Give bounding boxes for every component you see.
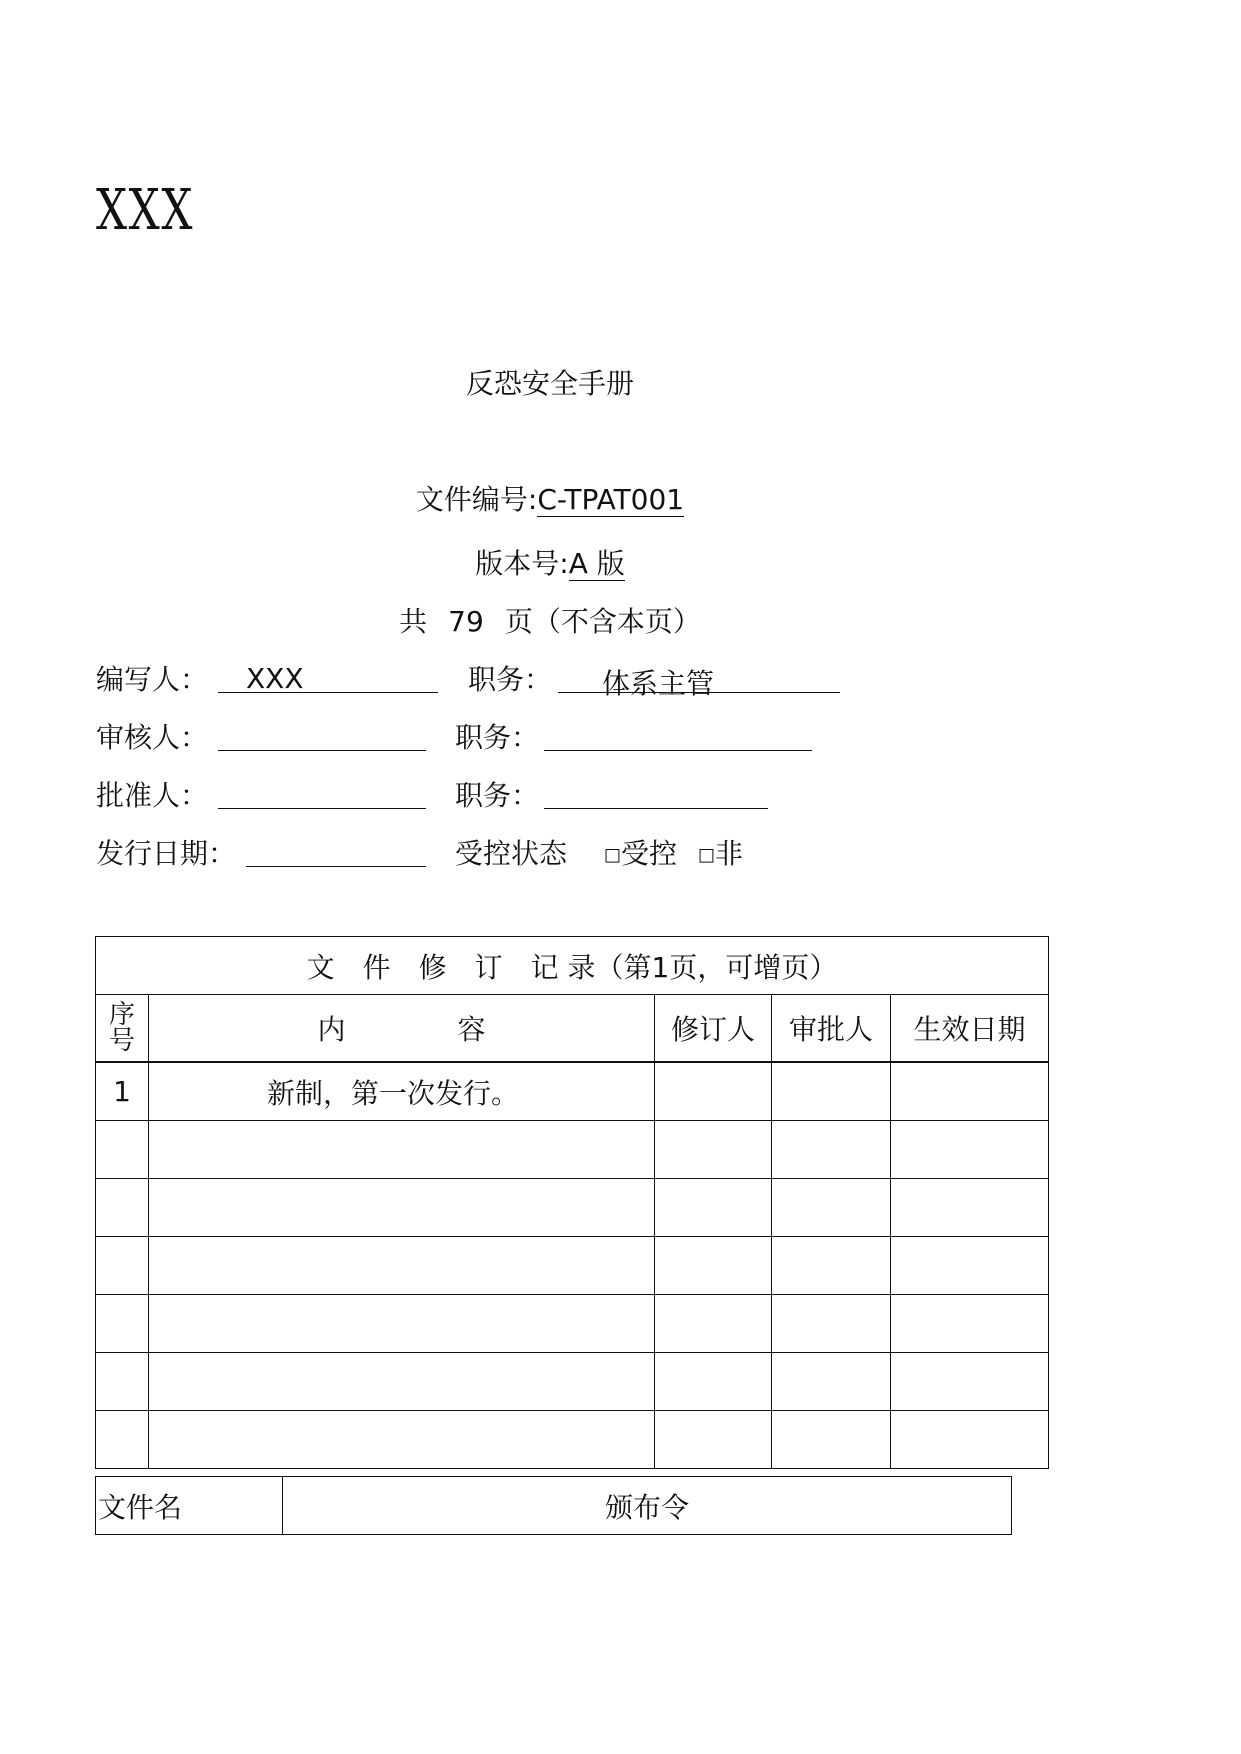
decree-title: 颁布令 — [283, 1477, 1012, 1535]
page-count-prefix: 共 — [399, 605, 428, 638]
date-cell — [891, 1179, 1049, 1237]
date-cell — [891, 1062, 1049, 1121]
approver-cell — [772, 1295, 891, 1353]
page-count-number: 79 — [448, 605, 484, 638]
reviser-cell — [655, 1062, 772, 1121]
reviewer-value — [218, 720, 246, 753]
company-name: XXX — [96, 178, 194, 243]
version-value: A 版 — [568, 547, 625, 580]
controlled-label: 受控 — [621, 837, 678, 870]
reviewer-field — [218, 720, 426, 751]
date-cell — [891, 1237, 1049, 1295]
date-cell — [891, 1121, 1049, 1179]
reviser-cell — [655, 1295, 772, 1353]
seq-cell — [96, 1411, 149, 1469]
seq-cell — [96, 1353, 149, 1411]
uncontrolled-checkbox[interactable]: □ — [698, 844, 716, 866]
reviser-header: 修订人 — [655, 995, 772, 1063]
control-status-label: 受控状态 — [455, 837, 568, 870]
approver-cell — [772, 1121, 891, 1179]
content-cell — [149, 1237, 655, 1295]
content-cell: 新制，第一次发行。 — [149, 1062, 655, 1121]
approver-header: 审批人 — [772, 995, 891, 1063]
content-cell — [149, 1411, 655, 1469]
controlled-checkbox[interactable]: □ — [604, 844, 622, 866]
issue-date-label: 发行日期： — [96, 837, 237, 870]
reviewer-role-field — [544, 720, 812, 751]
reviewer-role-label: 职务： — [455, 721, 540, 754]
doc-number-value: C-TPAT001 — [537, 483, 685, 516]
table-row — [96, 1411, 1049, 1469]
seq-cell — [96, 1121, 149, 1179]
writer-role-label: 职务： — [468, 663, 553, 696]
issue-date-value — [246, 836, 274, 869]
approver-value — [218, 778, 246, 811]
content-header: 内 容 — [149, 995, 655, 1063]
doc-number-line — [0, 478, 1100, 518]
file-name-label: 文件名 — [96, 1477, 283, 1535]
issue-date-field — [246, 836, 426, 867]
writer-role-field — [558, 662, 840, 700]
approver-role-label: 职务： — [455, 779, 540, 812]
approver-role-value — [544, 778, 572, 811]
approver-field — [218, 778, 426, 809]
table-row — [96, 1237, 1049, 1295]
approver-cell — [772, 1179, 891, 1237]
approver-cell — [772, 1062, 891, 1121]
seq-cell — [96, 1295, 149, 1353]
table-row — [96, 1295, 1049, 1353]
seq-header-bottom: 号 — [108, 1026, 135, 1056]
approver-cell — [772, 1411, 891, 1469]
approver-role-field — [544, 778, 768, 809]
revision-table-caption: 文 件 修 订 记 录（第1页，可增页） — [96, 937, 1049, 995]
writer-value: XXX — [246, 662, 304, 695]
content-cell — [149, 1353, 655, 1411]
footer-table — [95, 1476, 1012, 1535]
version-line — [0, 542, 1100, 582]
seq-header-top: 序 — [108, 1000, 135, 1030]
manual-title: 反恐安全手册 — [465, 367, 634, 400]
reviser-cell — [655, 1179, 772, 1237]
writer-label: 编写人： — [96, 663, 209, 696]
date-cell — [891, 1411, 1049, 1469]
reviser-cell — [655, 1121, 772, 1179]
uncontrolled-option[interactable] — [698, 832, 743, 872]
content-cell — [149, 1179, 655, 1237]
content-cell — [149, 1295, 655, 1353]
controlled-option[interactable] — [604, 832, 677, 872]
writer-role-value: 体系主管 — [602, 667, 715, 700]
seq-header — [96, 995, 149, 1063]
reviser-cell — [655, 1237, 772, 1295]
approver-cell — [772, 1353, 891, 1411]
effective-date-header: 生效日期 — [891, 995, 1049, 1063]
doc-number-label: 文件编号: — [415, 483, 538, 516]
table-row — [96, 1353, 1049, 1411]
page-count-suffix: 页（不含本页） — [504, 605, 701, 638]
seq-cell: 1 — [96, 1062, 149, 1121]
reviewer-label: 审核人： — [96, 721, 209, 754]
table-row — [96, 1121, 1049, 1179]
uncontrolled-label: 非 — [715, 837, 744, 870]
reviser-cell — [655, 1411, 772, 1469]
table-row — [96, 1062, 1049, 1121]
seq-cell — [96, 1237, 149, 1295]
seq-cell — [96, 1179, 149, 1237]
content-cell — [149, 1121, 655, 1179]
reviser-cell — [655, 1353, 772, 1411]
approver-cell — [772, 1237, 891, 1295]
reviewer-role-value — [544, 720, 572, 753]
revision-table — [95, 936, 1049, 1469]
approver-label: 批准人： — [96, 779, 209, 812]
date-cell — [891, 1295, 1049, 1353]
version-label: 版本号: — [475, 547, 569, 580]
writer-field — [218, 662, 438, 693]
table-row — [96, 1179, 1049, 1237]
page-count-line — [0, 600, 1100, 640]
date-cell — [891, 1353, 1049, 1411]
